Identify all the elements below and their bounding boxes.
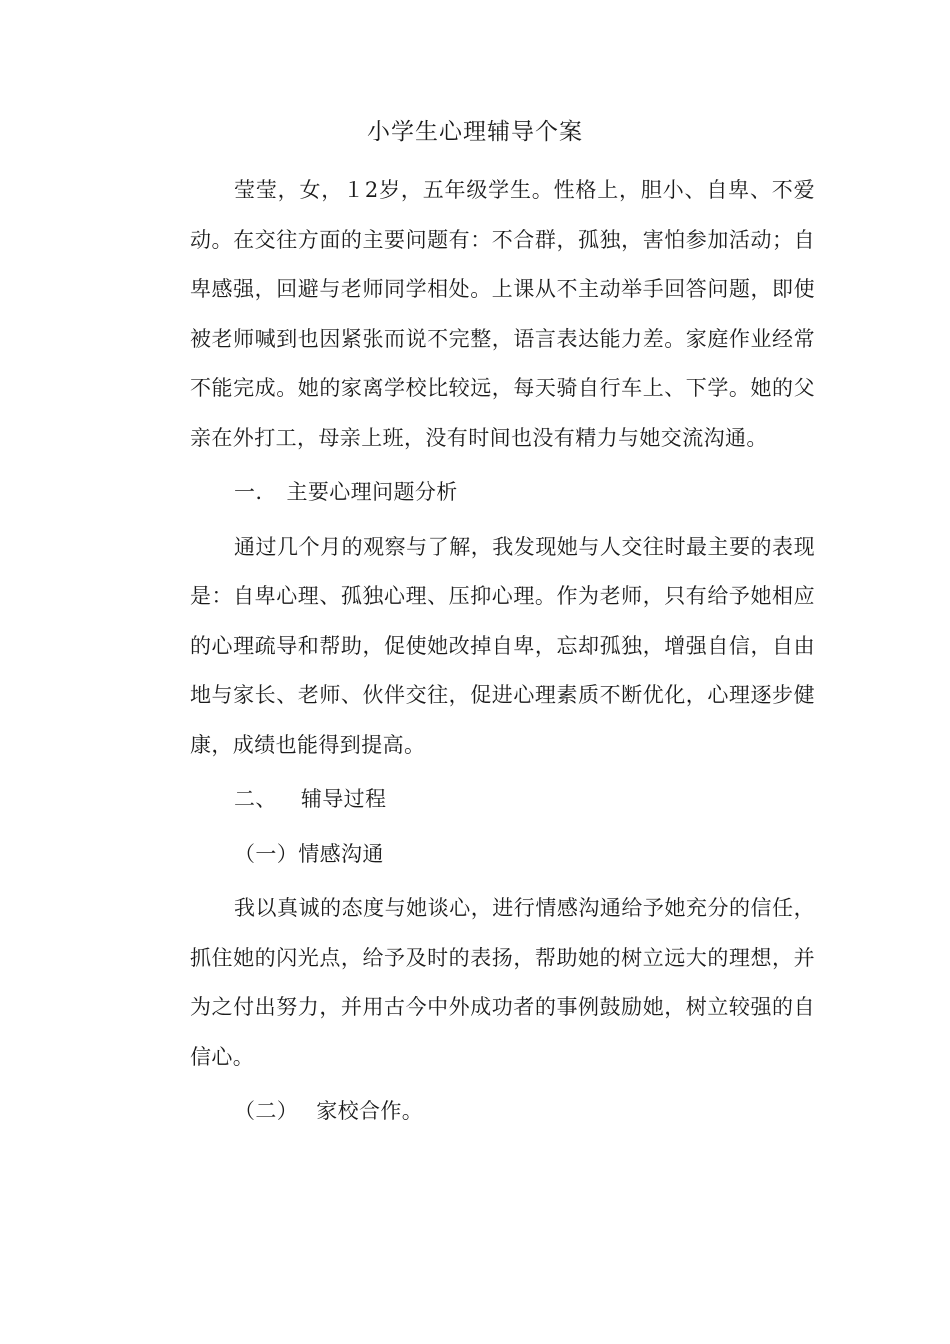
section-heading-process <box>190 775 815 825</box>
document-title: 小学生心理辅导个案 <box>367 119 583 145</box>
section-number: 二、 <box>234 787 277 811</box>
section-title: 主要心理问题分析 <box>286 480 458 504</box>
emotion-paragraph: 我以真诚的态度与她谈心，进行情感沟通给予她充分的信任，抓住她的闪光点，给予及时的表扬，帮助她的树立远大的理想，并为之付出努力，并用古今中外成功者的事例鼓励她，树立较强的自信心。 <box>190 896 815 1069</box>
subsection-heading-emotion: （一）情感沟通 <box>234 841 384 866</box>
section-number: 一. <box>234 480 263 504</box>
document-body <box>190 166 815 1142</box>
subsection-number: （二） <box>234 1099 299 1123</box>
section-title: 辅导过程 <box>300 787 387 811</box>
section-heading-analysis <box>190 468 815 518</box>
intro-paragraph: 莹莹，女，１2岁，五年级学生。性格上，胆小、自卑、不爱动。在交往方面的主要问题有：不合群，孤独，害怕参加活动；自卑感强，回避与老师同学相处。上课从不主动举手回答问题，即使被老师喊到也因紧张而说不完整，语言表达能力差。家庭作业经常不能完成。她的家离学校比较远，每天骑自行车上、下学。她的父亲在外打工，母亲上班，没有时间也没有精力与她交流沟通。 <box>190 178 815 450</box>
subsection-title: 家校合作。 <box>316 1099 424 1123</box>
analysis-paragraph: 通过几个月的观察与了解，我发现她与人交往时最主要的表现是：自卑心理、孤独心理、压抑心理。作为老师，只有给予她相应的心理疏导和帮助，促使她改掉自卑，忘却孤独，增强自信，自由地与家长、老师、伙伴交往，促进心理素质不断优化，心理逐步健康，成绩也能得到提高。 <box>190 534 815 757</box>
subsection-heading-cooperation <box>190 1087 815 1137</box>
